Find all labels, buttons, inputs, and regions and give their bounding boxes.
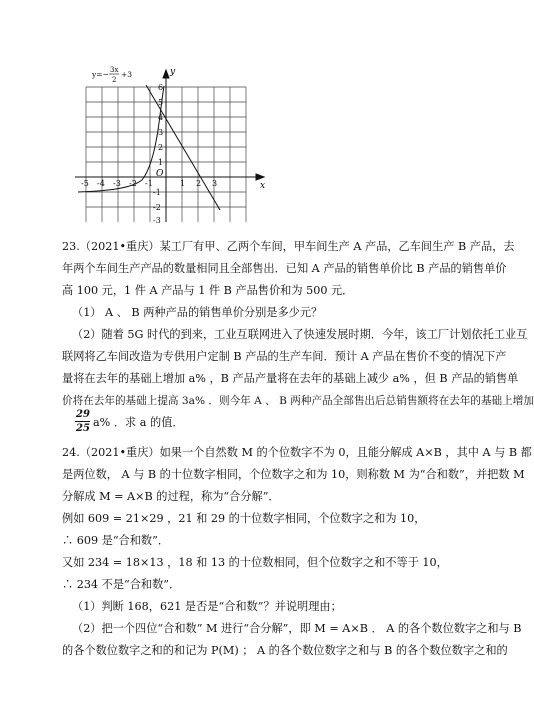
problem-23-part-2-line-2: 联网将乙车间改造为专供用户定制 B 产品的生产车间．预计 A 产品在售价不变的情况下产 [62, 350, 507, 363]
x-axis-label: x [260, 181, 266, 191]
problem-23-part-2-line-4: 价将在去年的基础上提高 3a% ．则今年 A 、 B 两种产品全部售出后总销售额将在去年的基础上增加 [62, 395, 534, 407]
y-axis-label: y [170, 67, 176, 77]
fraction-bar [75, 421, 90, 422]
problem-24-line-1: 24.（2021•重庆）如果一个自然数 M 的个位数字不为 0，且能分解成 A×B ，其中 A 与 B 都 [62, 446, 532, 459]
svg-text:2: 2 [196, 179, 202, 188]
problem-24-part-2-line-1: （2）把一个四位“合和数” M 进行“合分解”，即 M = A×B ． A 的各个数位数字之和与 B [72, 622, 522, 635]
svg-text:-2: -2 [129, 179, 137, 188]
svg-text:-3: -3 [153, 216, 161, 225]
svg-text:-4: -4 [97, 179, 105, 188]
axes [75, 70, 264, 222]
problem-23-part-2-line-5: a% ．求 a 的值． [93, 416, 184, 429]
function-graph [70, 60, 290, 225]
fraction-denominator: 25 [76, 423, 90, 434]
svg-text:2: 2 [158, 143, 164, 152]
svg-text:y=−: y=− [92, 70, 109, 79]
svg-text:1: 1 [180, 179, 186, 188]
svg-text:-2: -2 [153, 203, 161, 212]
problem-23-part-2-line-1: （2）随着 5G 时代的到来，工业互联网进入了快速发展时期．今年，该工厂计划依托工业互 [72, 328, 528, 341]
problem-24-line-2: 是两位数， A 与 B 的十位数字相同，个位数字之和为 10，则称数 M 为“合和数”，并把数 M [62, 468, 525, 481]
problem-23-line-2: 年两个车间生产产品的数量相同且全部售出．已知 A 产品的销售单价比 B 产品的销售单价 [62, 262, 507, 275]
svg-text:3: 3 [158, 128, 164, 137]
svg-text:+3: +3 [121, 70, 133, 79]
fraction-numerator: 29 [76, 409, 90, 420]
problem-23-line-3: 高 100 元，1 件 A 产品与 1 件 B 产品售价和为 500 元． [62, 284, 354, 297]
problem-24-example-2-conclusion: ∴ 234 不是“合和数”． [62, 578, 181, 591]
origin-label: O [156, 169, 164, 179]
svg-text:-5: -5 [81, 179, 89, 188]
svg-text:2: 2 [112, 76, 117, 84]
problem-24-part-1: （1）判断 168，621 是否是“合和数”？并说明理由； [72, 600, 342, 613]
svg-text:6: 6 [158, 83, 164, 92]
svg-text:5: 5 [158, 98, 164, 107]
problem-24-part-2-line-2: 的各个数位数字之和的和记为 P(M) ； A 的各个数位数字之和与 B 的各个数位数字之和的 [62, 644, 508, 657]
svg-text:3x: 3x [110, 66, 119, 74]
problem-23-part-2-line-3: 量将在去年的基础上增加 a% ，B 产品产量将在去年的基础上减少 a% ，但 B 产品的销售单 [62, 372, 519, 385]
svg-text:3: 3 [212, 179, 218, 188]
svg-text:-1: -1 [153, 188, 161, 197]
svg-text:-3: -3 [113, 179, 121, 188]
svg-text:1: 1 [158, 158, 164, 167]
svg-text:4: 4 [158, 113, 164, 122]
problem-24-example-1: 例如 609 = 21×29 ，21 和 29 的十位数字相同，个位数字之和为 10， [62, 512, 426, 525]
problem-24-example-1-conclusion: ∴ 609 是“合和数”． [62, 534, 170, 547]
problem-23-line-1: 23.（2021•重庆）某工厂有甲、乙两个车间，甲车间生产 A 产品，乙车间生产 B 产品，去 [62, 240, 515, 253]
graph-svg [70, 60, 290, 225]
curve-label [91, 66, 132, 84]
problem-24-line-3: 分解成 M = A×B 的过程，称为“合分解”． [62, 490, 280, 503]
problem-24-example-2: 又如 234 = 18×13 ，18 和 13 的十位数相同，但个位数字之和不等于 10， [62, 556, 448, 569]
problem-23-part-1: （1） A 、 B 两种产品的销售单价分别是多少元？ [72, 306, 323, 319]
svg-text:-1: -1 [145, 179, 153, 188]
tick-labels [81, 83, 217, 225]
